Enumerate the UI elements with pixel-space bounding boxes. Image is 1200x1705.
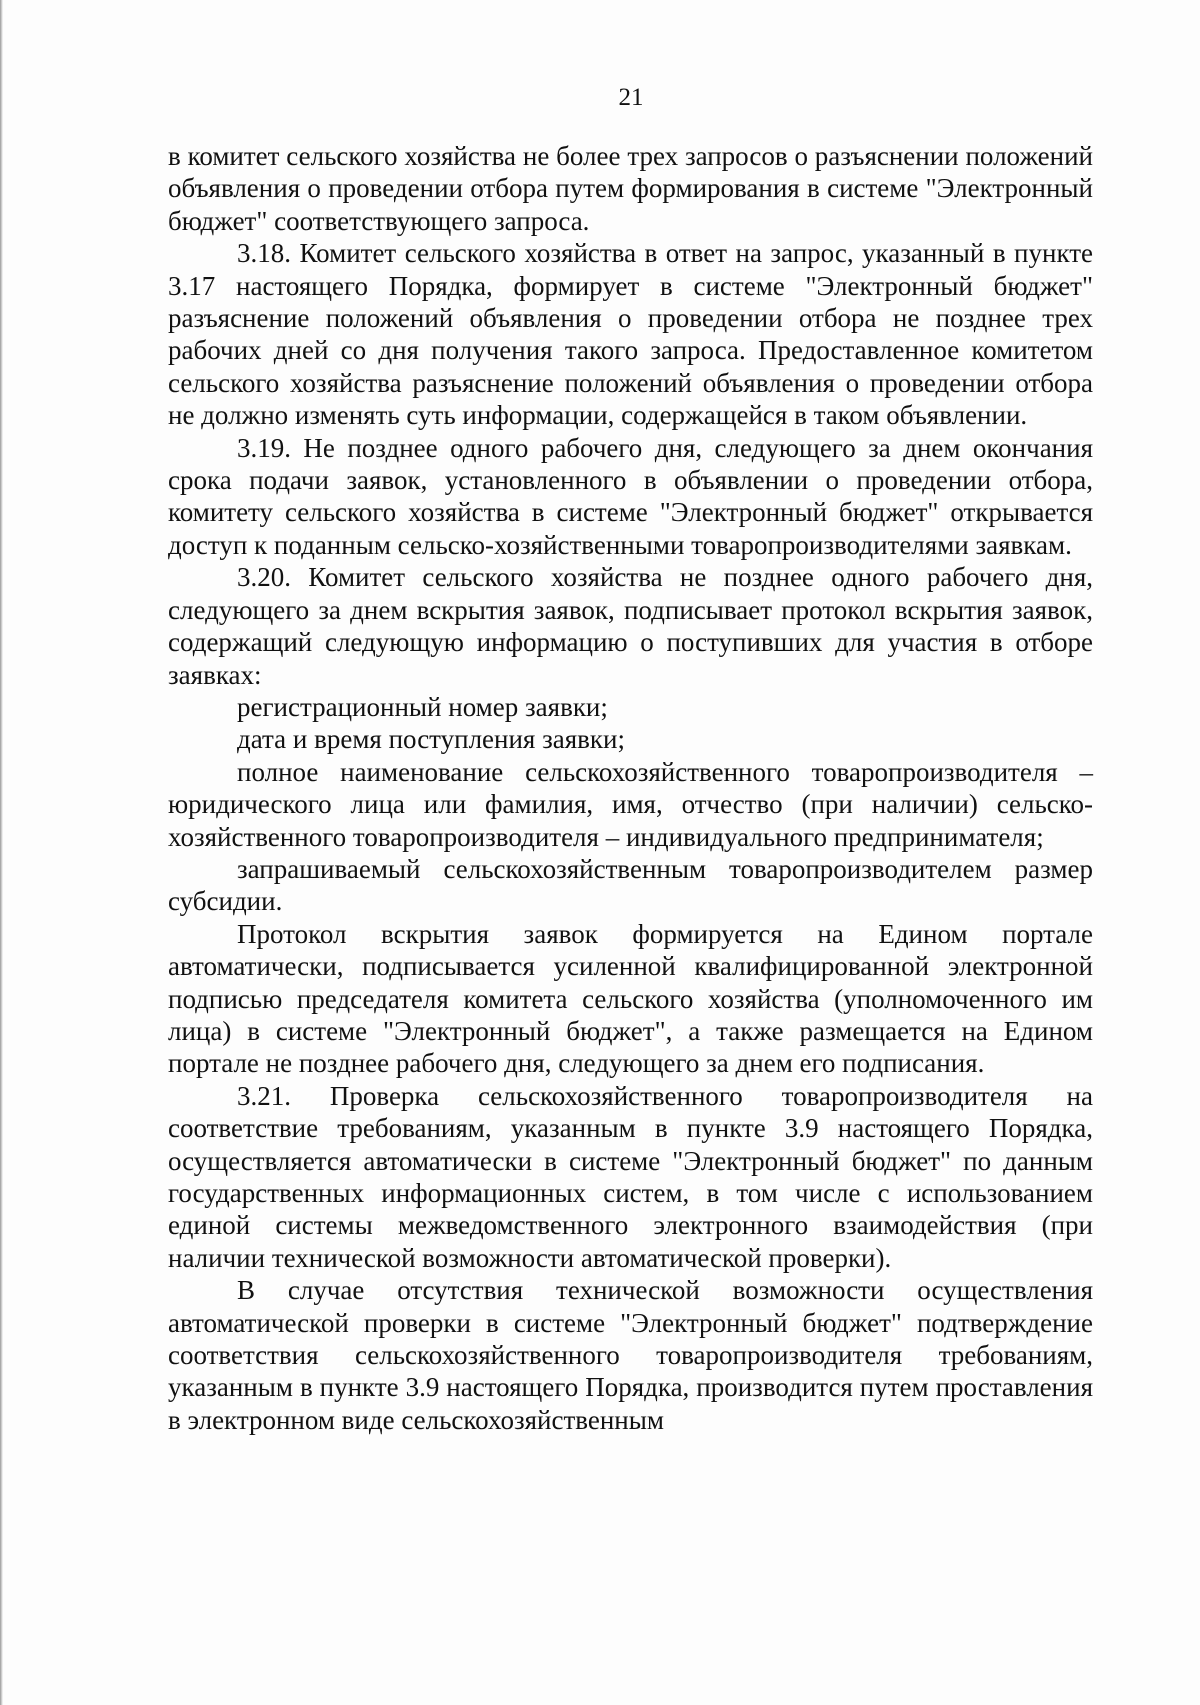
- paragraph-3-18: 3.18. Комитет сельского хозяйства в ответ на запрос, указанный в пункте 3.17 настоящего Порядка, формирует в системе "Электронный бюджет" разъяснение положений объявления о проведении отбора не позднее трех рабочих дней со дня получения такого запроса. Предоставленное комитетом сельского хозяйства разъяснение положений объявления о проведении отбора не должно изменять суть информации, содержащейся в таком объявлении.: [168, 238, 1093, 431]
- paragraph-3-20: 3.20. Комитет сельского хозяйства не позднее одного рабочего дня, следующего за днем вскрытия заявок, подписывает протокол вскрытия заявок, содержащий следующую информацию о поступивших для участия в отборе заявках:: [168, 562, 1093, 690]
- list-item-full-name: полное наименование сельскохозяйственного товаропроизводителя – юридического лица или фамилия, имя, отчество (при наличии) сельско-хозяйственного товаропроизводителя – индивидуального предпринимателя;: [168, 756, 1093, 852]
- list-item-registration-number: регистрационный номер заявки;: [237, 691, 608, 722]
- list-item-subsidy-amount: запрашиваемый сельскохозяйственным товаропроизводителем размер субсидии.: [168, 853, 1093, 917]
- paragraph-protocol: Протокол вскрытия заявок формируется на Едином портале автоматически, подписывается усиленной квалифицированной электронной подписью председателя комитета сельского хозяйства (уполномоченного им лица) в системе "Электронный бюджет", а также размещается на Едином портале не позднее рабочего дня, следующего за днем его подписания.: [168, 918, 1093, 1079]
- paragraph-no-technical-possibility: В случае отсутствия технической возможности осуществления автоматической проверки в системе "Электронный бюджет" подтверждение соответствия сельскохозяйственного товаропроизводителя требованиям, указанным в пункте 3.9 настоящего Порядка, производится путем проставления в электронном виде сельскохозяйственным: [168, 1275, 1093, 1435]
- page-number: 21: [618, 84, 644, 111]
- paragraph-continuation: в комитет сельского хозяйства не более трех запросов о разъяснении положений объявления о проведении отбора путем формирования в системе "Электронный бюджет" соответствующего запроса.: [168, 141, 1093, 236]
- list-item-date-time: дата и время поступления заявки;: [237, 724, 625, 755]
- document-body: [168, 140, 1093, 1436]
- paragraph-3-19: 3.19. Не позднее одного рабочего дня, следующего за днем окончания срока подачи заявок, установленного в объявлении о проведении отбора, комитету сельского хозяйства в системе "Электронный бюджет" открывается доступ к поданным сельско-хозяйственными товаропроизводителями заявкам.: [168, 432, 1093, 560]
- scan-edge-shadow: [0, 0, 3, 1705]
- paragraph-3-21: 3.21. Проверка сельскохозяйственного товаропроизводителя на соответствие требованиям, указанным в пункте 3.9 настоящего Порядка, осуществляется автоматически в системе "Электронный бюджет" по данным государственных информационных систем, в том числе с использованием единой системы межведомственного электронного взаимодействия (при наличии технической возможности автоматической проверки).: [168, 1080, 1093, 1273]
